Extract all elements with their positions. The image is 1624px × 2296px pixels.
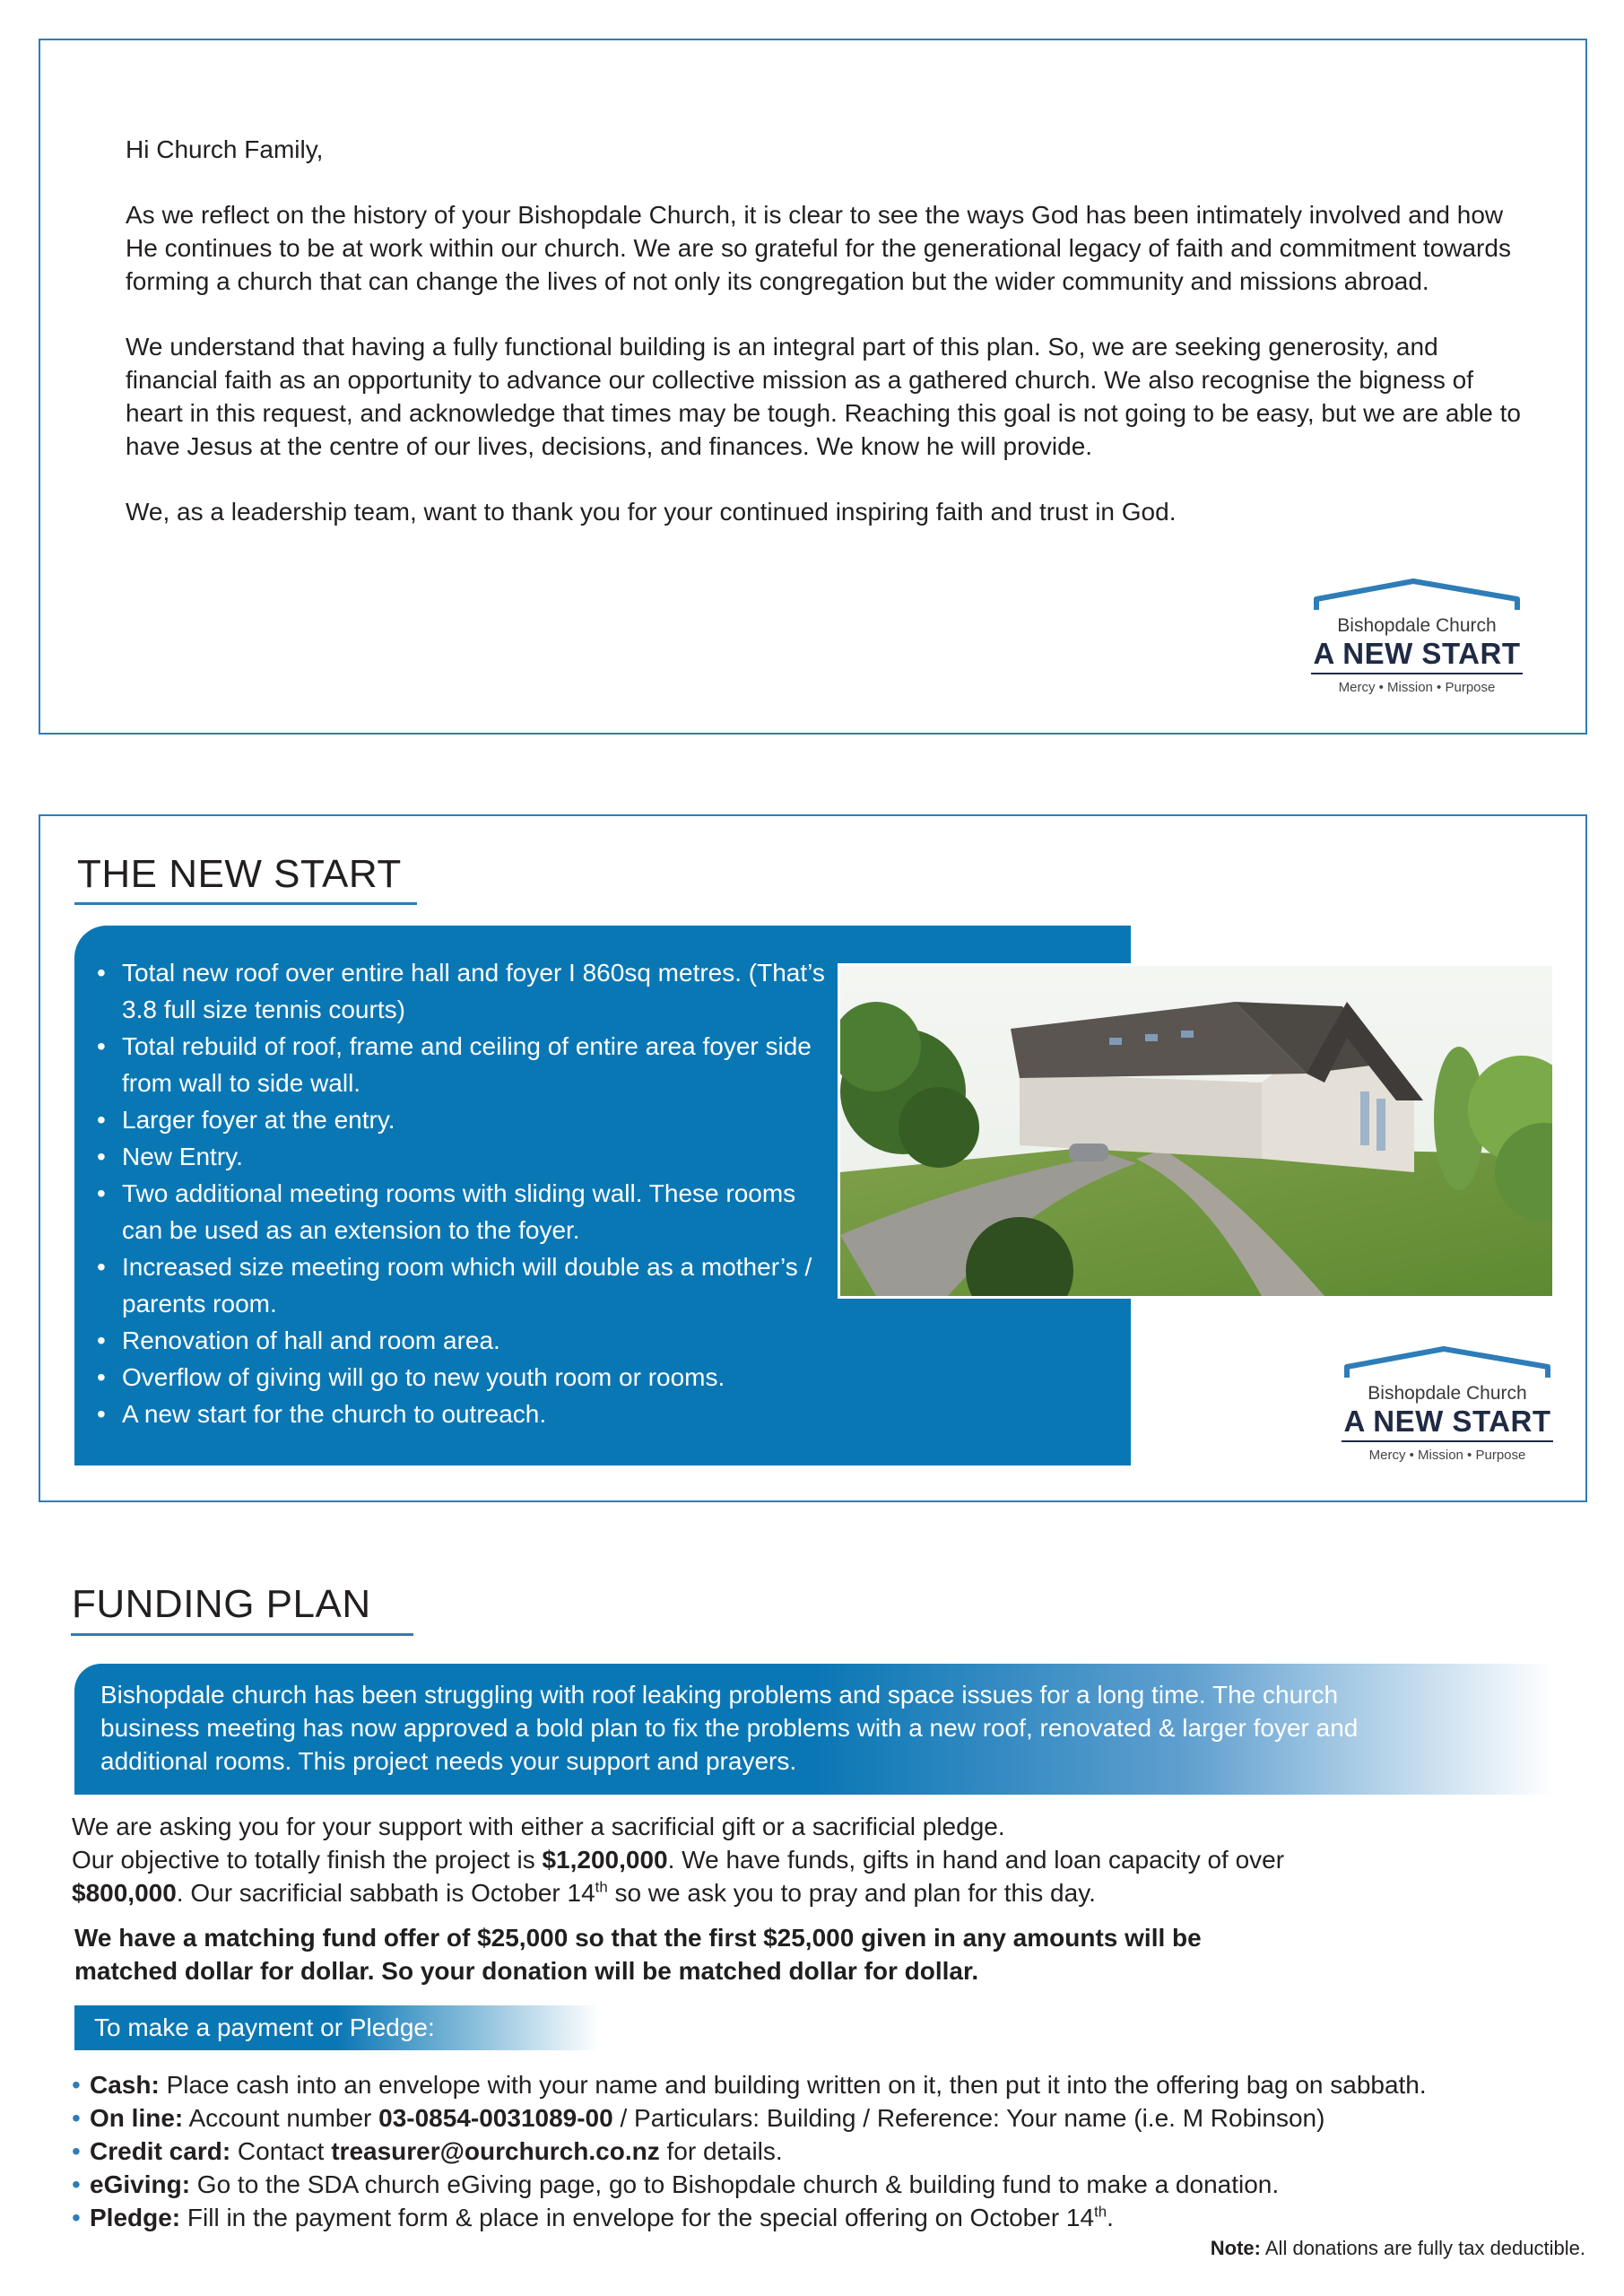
payment-pledge: • Pledge: Fill in the payment form & place in envelope for the special offering on October 14th. <box>72 2201 1596 2234</box>
letter-body <box>126 133 1524 561</box>
payment-online: • On line: Account number 03-0854-0031089-00 / Particulars: Building / Reference: Your name (i.e. M Robinson) <box>72 2101 1596 2135</box>
feature-item: • Total rebuild of roof, frame and ceiling of entire area foyer side from wall to side wall. <box>97 1028 832 1101</box>
letter-paragraph: We, as a leadership team, want to thank you for your continued inspiring faith and trust in God. <box>126 498 1177 526</box>
roof-icon <box>1343 1345 1551 1381</box>
logo-title: A NEW START <box>1343 1405 1551 1438</box>
funding-ask-text <box>72 1810 1363 1909</box>
feature-item: • Overflow of giving will go to new youth room or rooms. <box>97 1359 832 1396</box>
feature-item: • Total new roof over entire hall and foyer I 860sq metres. (That’s 3.8 full size tennis courts) <box>97 954 832 1028</box>
church-logo <box>1309 578 1524 696</box>
logo-title: A NEW START <box>1313 637 1521 670</box>
logo-church-name: Bishopdale Church <box>1368 1383 1527 1404</box>
church-rendering-image <box>838 963 1555 1299</box>
church-logo <box>1340 1345 1555 1464</box>
feature-item: • Renovation of hall and room area. <box>97 1322 832 1359</box>
payment-credit-card: • Credit card: Contact treasurer@ourchurch.co.nz for details. <box>72 2135 1596 2168</box>
feature-item: • New Entry. <box>97 1138 832 1175</box>
funding-intro-text: Bishopdale church has been struggling with roof leaking problems and space issues for a long time. The church business meeting has now approved a bold plan to fix the problems with a new roof, renovated & larger foyer and additional rooms. This project needs your support and prayers. <box>100 1681 1359 1775</box>
features-list <box>97 954 832 1432</box>
letter-greeting: Hi Church Family, <box>126 135 324 163</box>
treasurer-email: treasurer@ourchurch.co.nz <box>331 2137 660 2165</box>
payment-egiving: • eGiving: Go to the SDA church eGiving page, go to Bishopdale church & building fund to make a donation. <box>72 2168 1596 2201</box>
payment-methods-list <box>72 2068 1596 2234</box>
objective-line: Our objective to totally finish the project is $1,200,000. We have funds, gifts in hand and loan capacity of over $800,000. Our sacrificial sabbath is October 14th so we ask you to pray and plan for this day. <box>72 1846 1285 1907</box>
funds-amount: $800,000 <box>72 1879 177 1907</box>
feature-item: • Increased size meeting room which will double as a mother’s / parents room. <box>97 1248 832 1322</box>
funding-title: FUNDING PLAN <box>72 1582 371 1626</box>
logo-divider <box>1342 1440 1553 1442</box>
ask-line: We are asking you for your support with either a sacrificial gift or a sacrificial pledge. <box>72 1813 1005 1840</box>
roof-icon <box>1313 578 1521 613</box>
logo-divider <box>1311 673 1523 674</box>
letter-paragraph: We understand that having a fully functional building is an integral part of this plan. So, we are seeking generosity, and financial faith as an opportunity to advance our collective mission as a gathered church. We also recognise the bigness of heart in this request, and acknowledge that times may be tough. Reaching this goal is not going to be easy, but we are able to have Jesus at the centre of our lives, decisions, and finances. We know he will provide. <box>126 333 1521 460</box>
matching-fund-text: We have a matching fund offer of $25,000 so that the first $25,000 given in any amounts will be matched dollar for dollar. So your donation will be matched dollar for dollar. <box>74 1924 1202 1985</box>
tax-note: Note: All donations are fully tax deductible. <box>1210 2237 1585 2259</box>
letter-paragraph: As we reflect on the history of your Bishopdale Church, it is clear to see the ways God has been intimately involved and how He continues to be at work within our church. We are so grateful for the generational legacy of faith and commitment towards forming a church that can change the lives of not only its congregation but the wider community and missions abroad. <box>126 201 1511 295</box>
payment-header-bar <box>74 2005 599 2050</box>
objective-amount: $1,200,000 <box>542 1846 668 1874</box>
funding-title-rule <box>71 1633 413 1636</box>
logo-tagline: Mercy • Mission • Purpose <box>1368 1448 1526 1463</box>
new-start-title: THE NEW START <box>77 852 402 896</box>
logo-tagline: Mercy • Mission • Purpose <box>1338 680 1496 695</box>
feature-item: • Larger foyer at the entry. <box>97 1101 832 1138</box>
logo-church-name: Bishopdale Church <box>1337 615 1497 636</box>
funding-intro-panel <box>74 1664 1554 1795</box>
feature-item: • Two additional meeting rooms with sliding wall. These rooms can be used as an extension to the foyer. <box>97 1175 832 1248</box>
feature-item: • A new start for the church to outreach. <box>97 1396 832 1432</box>
new-start-title-rule <box>74 902 417 905</box>
payment-header: To make a payment or Pledge: <box>94 2013 435 2041</box>
payment-cash: • Cash: Place cash into an envelope with your name and building written on it, then put it into the offering bag on sabbath. <box>72 2068 1596 2101</box>
